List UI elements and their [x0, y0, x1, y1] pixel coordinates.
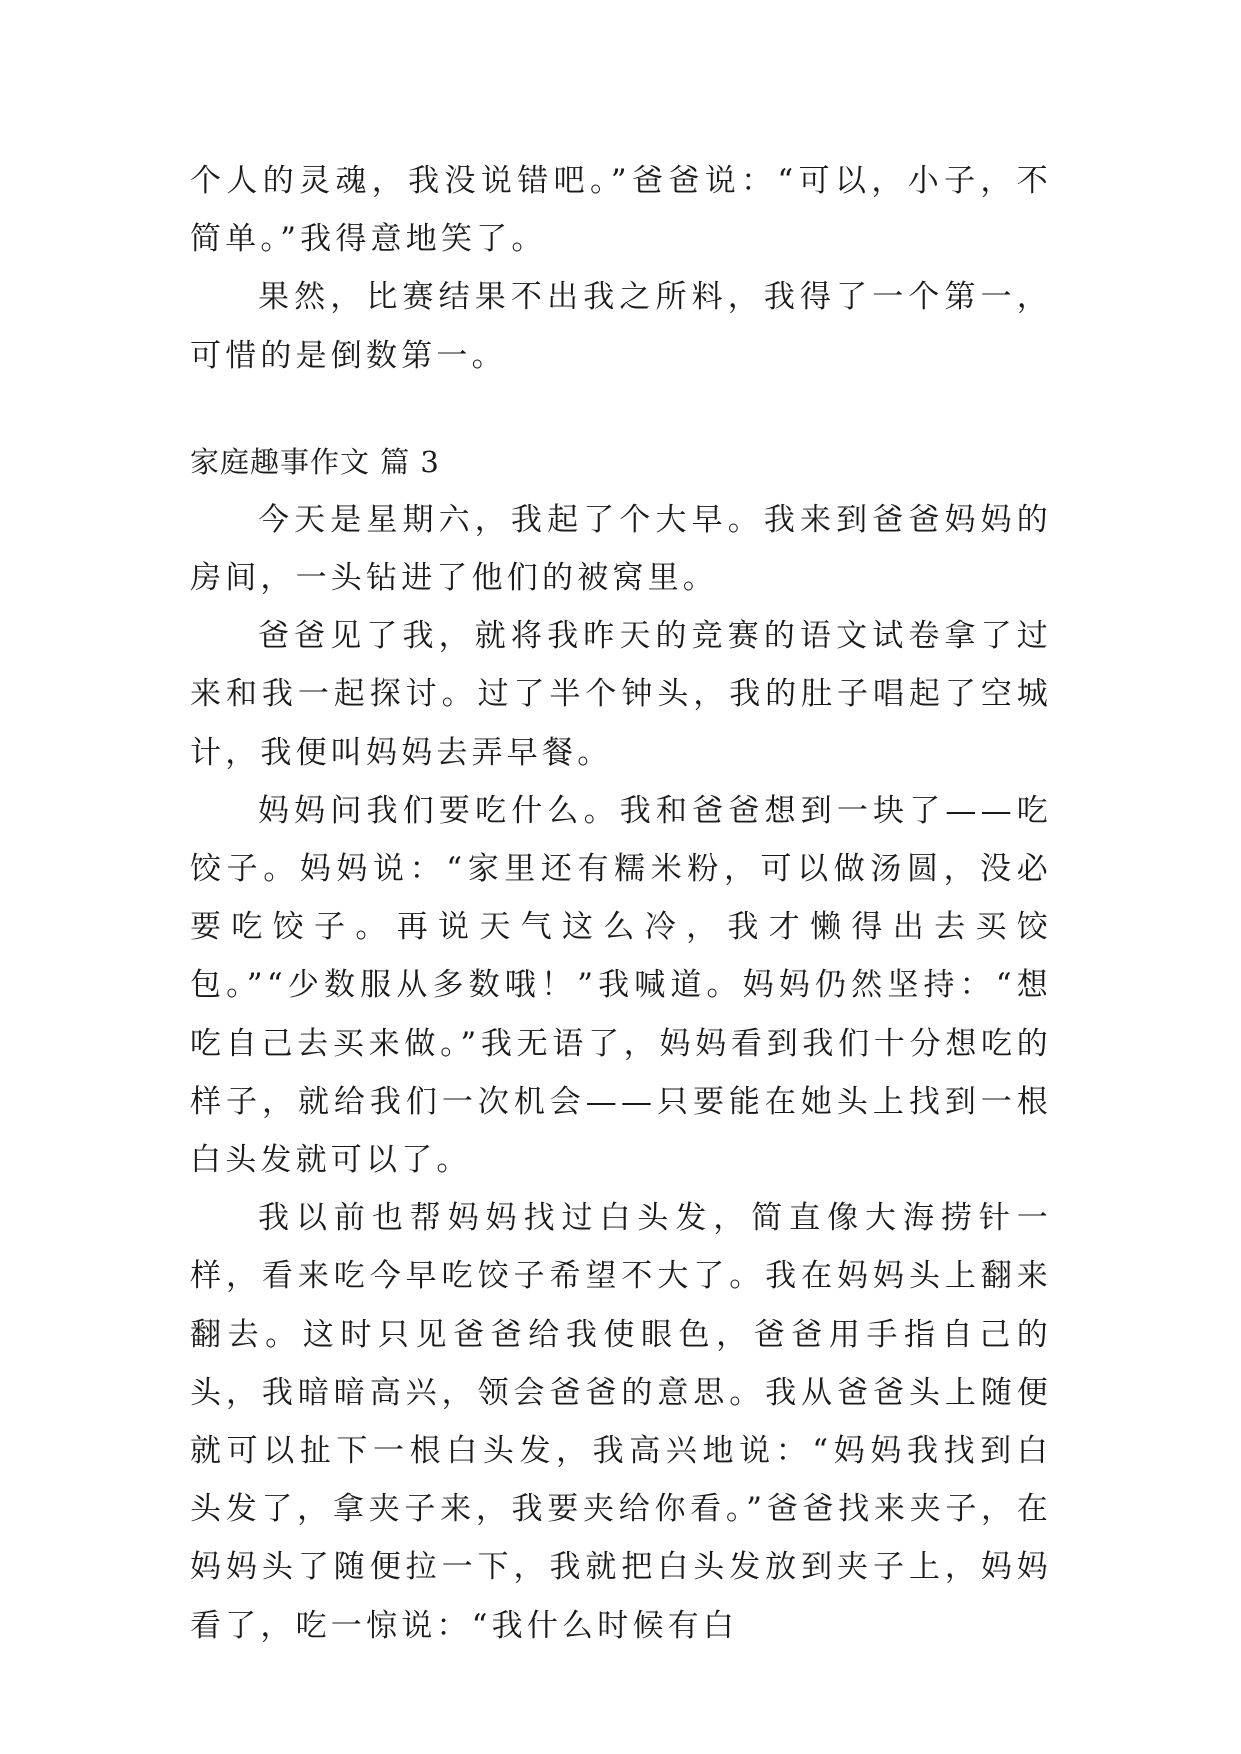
paragraph: 爸爸见了我，就将我昨天的竞赛的语文试卷拿了过来和我一起探讨。过了半个钟头，我的肚子唱起了空城计，我便叫妈妈去弄早餐。: [190, 618, 1052, 771]
section-title: 家庭趣事作文 篇 3: [190, 444, 440, 479]
paragraph: 妈妈问我们要吃什么。我和爸爸想到一块了——吃饺子。妈妈说：“家里还有糯米粉，可以做汤圆，没必要吃饺子。再说天气这么冷，我才懒得出去买饺包。”“少数服从多数哦！”我喊道。妈妈仍然坚持：“想吃自己去买来做。”我无语了，妈妈看到我们十分想吃的样子，就给我们一次机会——只要能在她头上找到一根白头发就可以了。: [190, 792, 1052, 1179]
paragraph: 我以前也帮妈妈找过白头发，简直像大海捞针一样，看来吃今早吃饺子希望不大了。我在妈妈头上翻来翻去。这时只见爸爸给我使眼色，爸爸用手指自己的头，我暗暗高兴，领会爸爸的意思。我从爸爸头上随便就可以扯下一根白头发，我高兴地说：“妈妈我找到白头发了，拿夹子来，我要夹给你看。”爸爸找来夹子，在妈妈头了随便拉一下，我就把白头发放到夹子上，妈妈看了，吃一惊说：“我什么时候有白: [190, 1200, 1052, 1644]
paragraph: 今天是星期六，我起了个大早。我来到爸爸妈妈的房间，一头钻进了他们的被窝里。: [190, 501, 1052, 597]
paragraph: 果然，比赛结果不出我之所料，我得了一个第一，可惜的是倒数第一。: [190, 279, 1052, 374]
paragraph-continuation: 个人的灵魂，我没说错吧。”爸爸说：“可以，小子，不简单。”我得意地笑了。: [190, 163, 1052, 258]
document-page: [190, 152, 1052, 1655]
